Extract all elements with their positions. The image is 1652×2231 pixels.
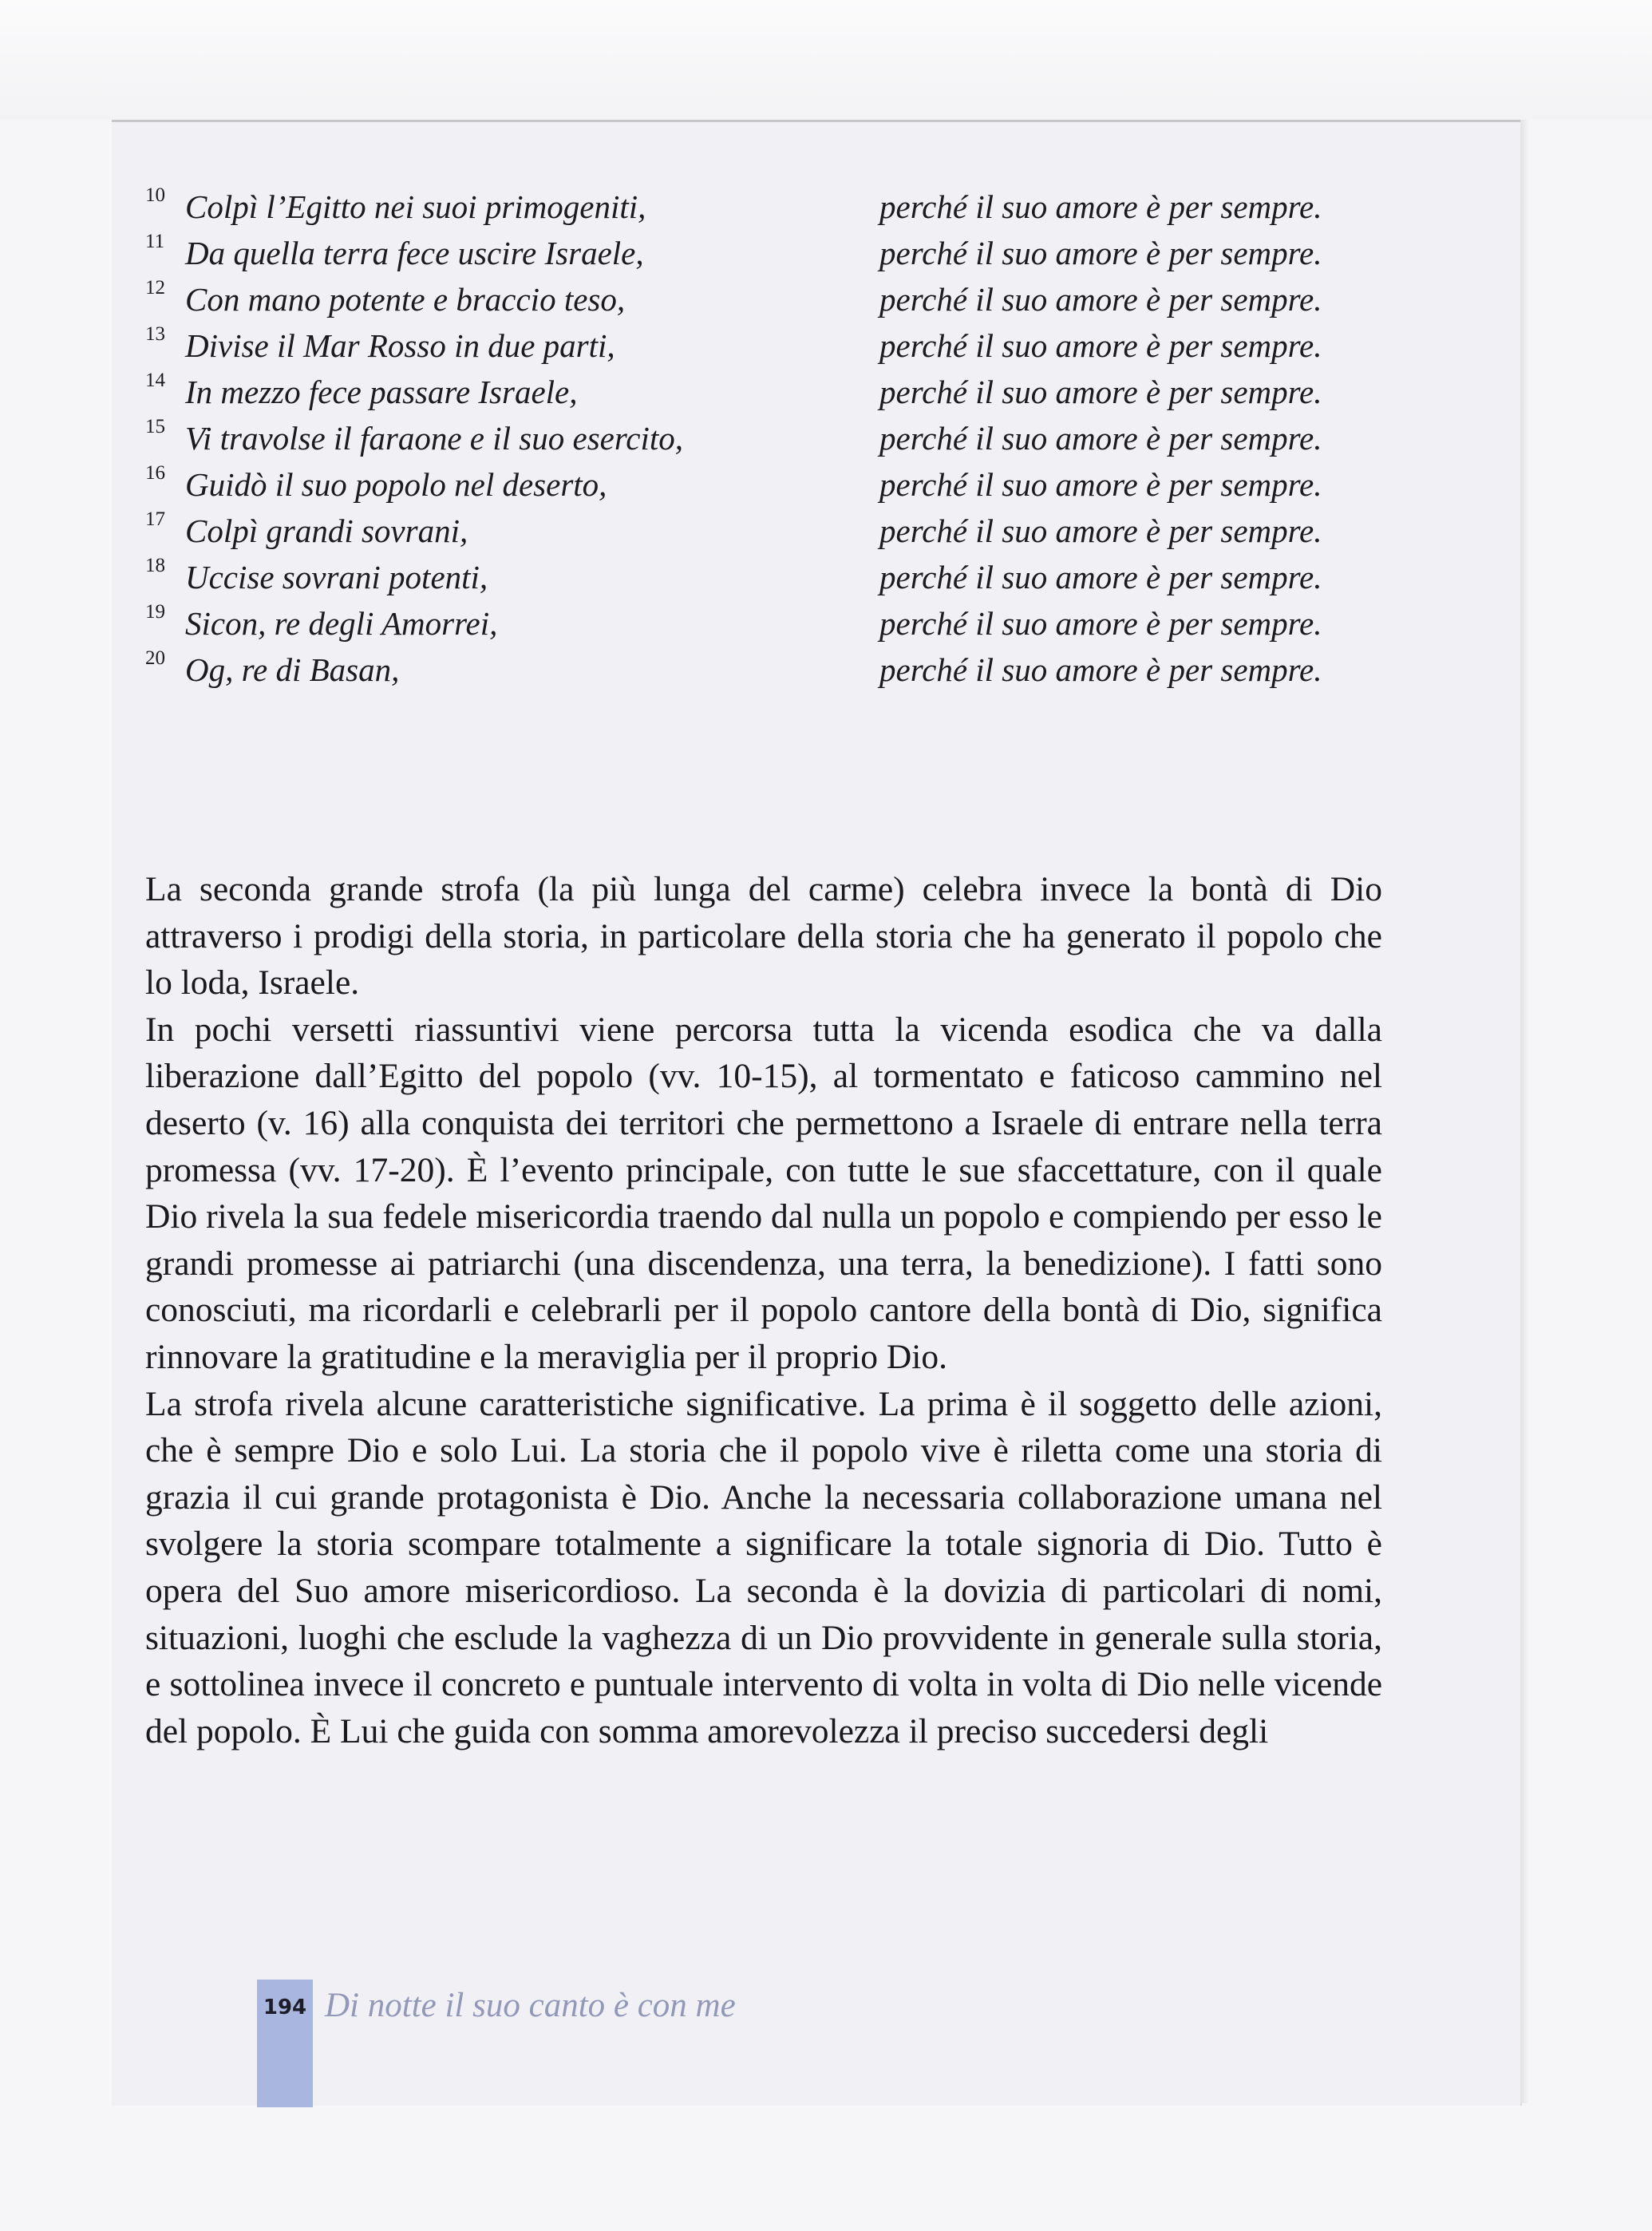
verse-refrain: perché il suo amore è per sempre. — [879, 374, 1322, 410]
verse-line — [145, 508, 1382, 558]
verse-refrain: perché il suo amore è per sempre. — [879, 235, 1322, 271]
verse-number: 20 — [145, 647, 165, 669]
verse-text: Sicon, re degli Amorrei, — [185, 605, 498, 642]
verse-line — [145, 647, 1382, 697]
verse-number: 10 — [145, 184, 165, 206]
page-number: 194 — [263, 1996, 307, 2019]
verse-text: Colpì l’Egitto nei suoi primogeniti, — [185, 188, 646, 225]
verse-line — [145, 555, 1382, 604]
verse-number: 13 — [145, 323, 165, 345]
verse-number: 18 — [145, 555, 165, 576]
verse-number: 15 — [145, 416, 165, 437]
verse-refrain: perché il suo amore è per sempre. — [879, 327, 1322, 364]
paragraph: La seconda grande strofa (la più lunga del carme) celebra invece la bontà di Dio attraverso i prodigi della storia, in particolare della storia che ha generato il popolo che lo loda, Israele. — [145, 870, 1382, 1003]
verse-refrain: perché il suo amore è per sempre. — [879, 188, 1322, 225]
verse-refrain: perché il suo amore è per sempre. — [879, 512, 1322, 549]
verse-text: Vi travolse il faraone e il suo esercito, — [185, 420, 684, 457]
page-footer — [257, 1980, 1294, 2107]
verse-text: Da quella terra fece uscire Israele, — [185, 235, 644, 271]
verse-refrain: perché il suo amore è per sempre. — [879, 466, 1322, 503]
verse-refrain: perché il suo amore è per sempre. — [879, 559, 1322, 595]
verse-line — [145, 370, 1382, 419]
psalm-verses — [145, 184, 1382, 697]
verse-text: Uccise sovrani potenti, — [185, 559, 488, 595]
page-edge — [1520, 120, 1530, 2103]
verse-line — [145, 231, 1382, 280]
verse-line — [145, 184, 1382, 234]
verse-line — [145, 462, 1382, 512]
verse-refrain: perché il suo amore è per sempre. — [879, 605, 1322, 642]
verse-text: In mezzo fece passare Israele, — [185, 374, 578, 410]
verse-refrain: perché il suo amore è per sempre. — [879, 420, 1322, 457]
verse-number: 17 — [145, 508, 165, 530]
running-title: Di notte il suo canto è con me — [325, 1987, 736, 2024]
verse-number: 19 — [145, 601, 165, 623]
verse-line — [145, 277, 1382, 326]
verse-number: 12 — [145, 277, 165, 299]
verse-number: 11 — [145, 231, 165, 252]
verse-text: Guidò il suo popolo nel deserto, — [185, 466, 607, 503]
verse-refrain: perché il suo amore è per sempre. — [879, 281, 1322, 318]
paragraph: La strofa rivela alcune caratteristiche significative. La prima è il soggetto delle azioni, che è sempre Dio e solo Lui. La storia che il popolo vive è riletta come una storia di grazia il cui grande protagonista è Dio. Anche la necessaria collaborazione umana nel svolgere la storia scompare totalmente a significare la totale signoria di Dio. Tutto è opera del Suo amore misericordioso. La seconda è la dovizia di particolari di nomi, situazioni, luoghi che esclude la vaghezza di un Dio provvidente in generale sulla storia, e sottolinea invece il concreto e puntuale intervento di volta in volta di Dio nelle vicende del popolo. È Lui che guida con somma amorevolezza il preciso succedersi degli — [145, 1384, 1382, 1750]
verse-text: Con mano potente e braccio teso, — [185, 281, 626, 318]
page-number-tab — [257, 1980, 313, 2107]
verse-line — [145, 601, 1382, 651]
paragraph: In pochi versetti riassuntivi viene percorsa tutta la vicenda esodica che va dalla liberazione dall’Egitto del popolo (vv. 10-15), al tormentato e faticoso cammino nel deserto (v. 16) alla conquista dei territori che permettono a Israele di entrare nella terra promessa (vv. 17-20). È l’evento principale, con tutte le sue sfaccettature, con il quale Dio rivela la sua fedele misericordia traendo dal nulla un popolo e compiendo per esso le grandi promesse ai patriarchi (una discendenza, una terra, la benedizione). I fatti sono conosciuti, ma ricordarli e celebrarli per il popolo cantore della bontà di Dio, significa rinnovare la gratitudine e la meraviglia per il proprio Dio. — [145, 1010, 1382, 1376]
verse-number: 16 — [145, 462, 165, 484]
verse-line — [145, 323, 1382, 373]
verse-text: Og, re di Basan, — [185, 651, 400, 688]
verse-text: Colpì grandi sovrani, — [185, 512, 468, 549]
verse-text: Divise il Mar Rosso in due parti, — [185, 327, 615, 364]
scan-background — [0, 0, 1652, 120]
verse-number: 14 — [145, 370, 165, 391]
verse-refrain: perché il suo amore è per sempre. — [879, 651, 1322, 688]
commentary-text — [145, 866, 1382, 1754]
verse-line — [145, 416, 1382, 465]
